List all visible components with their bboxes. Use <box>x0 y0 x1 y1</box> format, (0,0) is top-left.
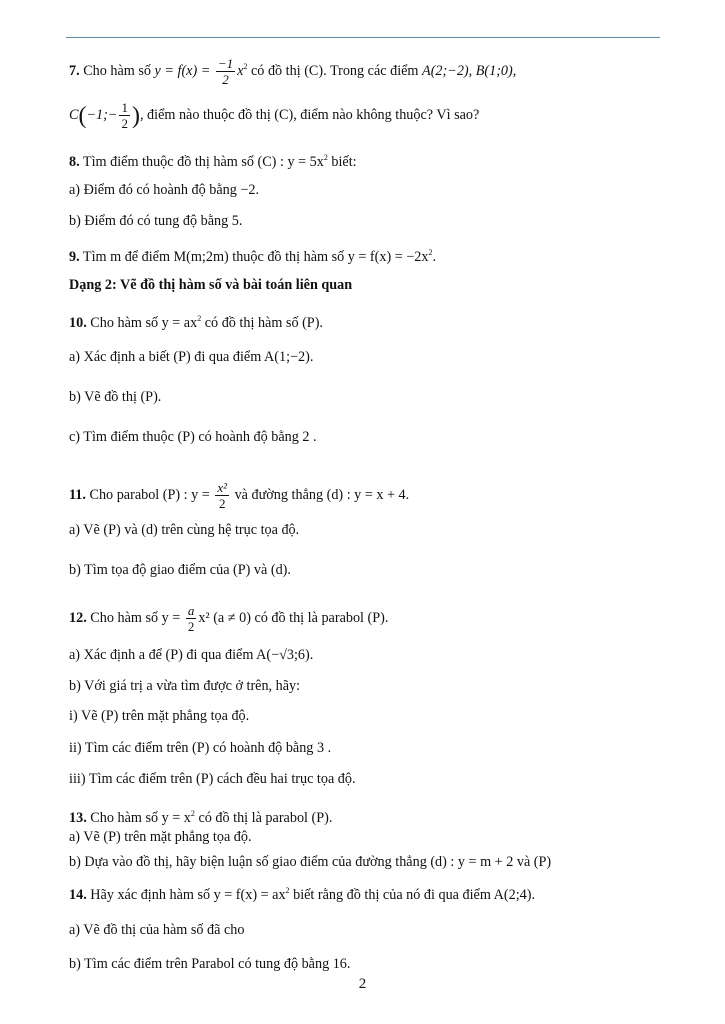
problem-14: 14. Hãy xác định hàm số $y = f(x) = ax^2$ biết rằng đồ thị của nó đi qua điểm A(2;4). <box>69 886 536 903</box>
problem-12: 12. Cho hàm số y = $\frac{a}{2}$ x² (a ≠ 0) có đồ thị là parabol (P). <box>69 603 389 634</box>
problem-12b: b) Với giá trị a vừa tìm được ở trên, hãy: <box>69 678 301 694</box>
problem-12-iii: iii) Tìm các điểm trên (P) cách đều hai trục tọa độ. <box>69 771 356 787</box>
problem-12a: a) Xác định a để (P) đi qua điểm A(−√3;6). <box>69 647 314 663</box>
problem-9: 9. Tìm m để điểm M(m;2m) thuộc đồ thị hàm số $y = f(x) = -2x^2$. <box>69 248 437 265</box>
problem-7-line-2: C(−1;− $\frac{1}{2}$ ), điểm nào thuộc đồ thị (C), điểm nào không thuộc? Vì sao? <box>69 100 480 131</box>
problem-8: 8. Tìm điểm thuộc đồ thị hàm số (C) : $y = 5x^2$ biết: <box>69 153 357 170</box>
fraction: $\frac{-1}{2}$ <box>217 56 234 87</box>
problem-7-line-1: 7. Cho hàm số y = f(x) = $\frac{-1}{2}$ $x^2$ có đồ thị (C). Trong các điểm A(2;−2), B(1;0), <box>69 56 517 87</box>
problem-13: 13. Cho hàm số $y = x^2$ có đồ thị là parabol (P). <box>69 809 333 826</box>
problem-8a: a) Điểm đó có hoành độ bằng −2. <box>69 182 260 198</box>
fraction: $\frac{1}{2}$ <box>121 100 128 131</box>
problem-8b: b) Điểm đó có tung độ bằng 5. <box>69 213 243 229</box>
fraction: $\frac{\text{x²}}{2}$ <box>217 480 228 511</box>
fraction: $\frac{a}{2}$ <box>187 603 195 634</box>
section-heading: Dạng 2: Vẽ đồ thị hàm số và bài toán liên quan <box>69 277 353 293</box>
problem-11a: a) Vẽ (P) và (d) trên cùng hệ trục tọa độ. <box>69 522 300 538</box>
problem-10b: b) Vẽ đồ thị (P). <box>69 389 162 405</box>
problem-10: 10. Cho hàm số $y = ax^2$ có đồ thị hàm số (P). <box>69 314 323 331</box>
problem-14b: b) Tìm các điểm trên Parabol có tung độ bằng 16. <box>69 956 351 972</box>
problem-10c: c) Tìm điểm thuộc (P) có hoành độ bằng 2 . <box>69 429 317 445</box>
page-number: 2 <box>358 976 367 992</box>
problem-13a: a) Vẽ (P) trên mặt phẳng tọa độ. <box>69 829 252 845</box>
problem-13b: b) Dựa vào đồ thị, hãy biện luận số giao điểm của đường thẳng (d) : y = m + 2 và (P) <box>69 854 552 870</box>
problem-11b: b) Tìm tọa độ giao điểm của (P) và (d). <box>69 562 291 578</box>
problem-12-ii: ii) Tìm các điểm trên (P) có hoành độ bằng 3 . <box>69 740 332 756</box>
problem-12-i: i) Vẽ (P) trên mặt phẳng tọa độ. <box>69 708 250 724</box>
problem-10a: a) Xác định a biết (P) đi qua điểm A(1;−2). <box>69 349 314 365</box>
header-rule <box>66 37 660 38</box>
problem-11: 11. Cho parabol (P) : y = $\frac{\text{x²}}{2}$ và đường thẳng (d) : y = x + 4. <box>69 480 410 511</box>
problem-14a: a) Vẽ đồ thị của hàm số đã cho <box>69 922 245 938</box>
